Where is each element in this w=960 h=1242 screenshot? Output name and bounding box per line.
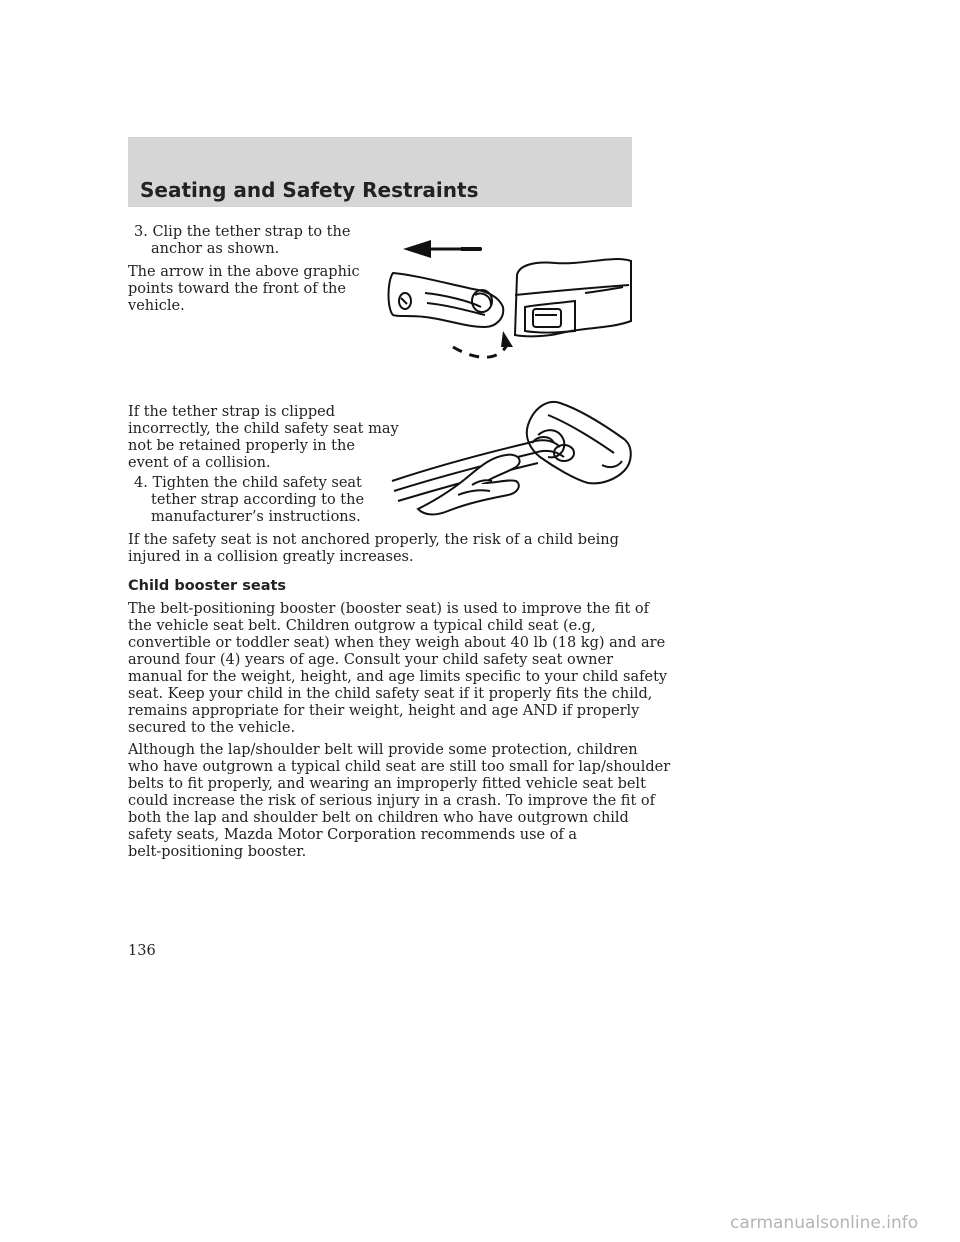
arrow-note-text: The arrow in the above graphic: [128, 264, 360, 280]
paragraph-line: seat. Keep your child in the child safety seat if it properly fits the child,: [128, 686, 653, 702]
step-4-text: tether strap according to the: [151, 492, 365, 508]
paragraph-line: could increase the risk of serious injury in a crash. To improve the fit of: [128, 793, 656, 809]
clipped-warning-text: event of a collision.: [128, 455, 271, 471]
arrow-note-text: vehicle.: [128, 298, 185, 314]
anchor-bar-graphic: [515, 259, 631, 336]
clipped-warning-text: incorrectly, the child safety seat may: [128, 421, 399, 437]
paragraph-line: manual for the weight, height, and age limits specific to your child safety: [128, 669, 668, 685]
paragraph-line: the vehicle seat belt. Children outgrow a typical child seat (e.g,: [128, 618, 596, 634]
paragraph-line: remains appropriate for their weight, height and age AND if properly: [128, 703, 640, 719]
anchor-warning-text: injured in a collision greatly increases.: [128, 549, 414, 565]
paragraph-line: both the lap and shoulder belt on children who have outgrown child: [128, 810, 629, 826]
anchor-bar-graphic: [527, 402, 631, 483]
arrow-left-icon: [403, 240, 482, 258]
step-4-text: 4. Tighten the child safety seat: [134, 475, 362, 491]
step-4-text: manufacturer’s instructions.: [151, 509, 361, 525]
tether-hook-graphic: [389, 273, 504, 327]
paragraph-line: safety seats, Mazda Motor Corporation recommends use of a: [128, 827, 578, 843]
hand-graphic: [418, 455, 520, 515]
paragraph-line: belts to fit properly, and wearing an improperly fitted vehicle seat belt: [128, 776, 646, 792]
watermark-link[interactable]: carmanualsonline.info: [730, 1213, 919, 1233]
tighten-strap-illustration: [388, 395, 638, 525]
step-3-text: anchor as shown.: [151, 241, 280, 257]
paragraph-line: who have outgrown a typical child seat are still too small for lap/shoulder: [128, 759, 671, 775]
page-title: Seating and Safety Restraints: [140, 178, 479, 202]
anchor-warning-text: If the safety seat is not anchored properly, the risk of a child being: [128, 532, 619, 548]
motion-path-icon: [453, 331, 513, 357]
tether-anchor-illustration: [385, 235, 640, 375]
clipped-warning-text: not be retained properly in the: [128, 438, 355, 454]
paragraph-line: The belt-positioning booster (booster seat) is used to improve the fit of: [128, 601, 649, 617]
step-3-text: 3. Clip the tether strap to the: [134, 224, 351, 240]
clipped-warning-text: If the tether strap is clipped: [128, 404, 336, 420]
paragraph-line: convertible or toddler seat) when they weigh about 40 lb (18 kg) and are: [128, 635, 666, 651]
arrow-note-text: points toward the front of the: [128, 281, 346, 297]
page-number: 136: [128, 943, 156, 959]
paragraph-line: around four (4) years of age. Consult your child safety seat owner: [128, 652, 614, 668]
paragraph-line: secured to the vehicle.: [128, 720, 296, 736]
paragraph-line: Although the lap/shoulder belt will provide some protection, children: [128, 742, 638, 758]
section-heading: Child booster seats: [128, 578, 287, 594]
paragraph-line: belt-positioning booster.: [128, 844, 307, 860]
